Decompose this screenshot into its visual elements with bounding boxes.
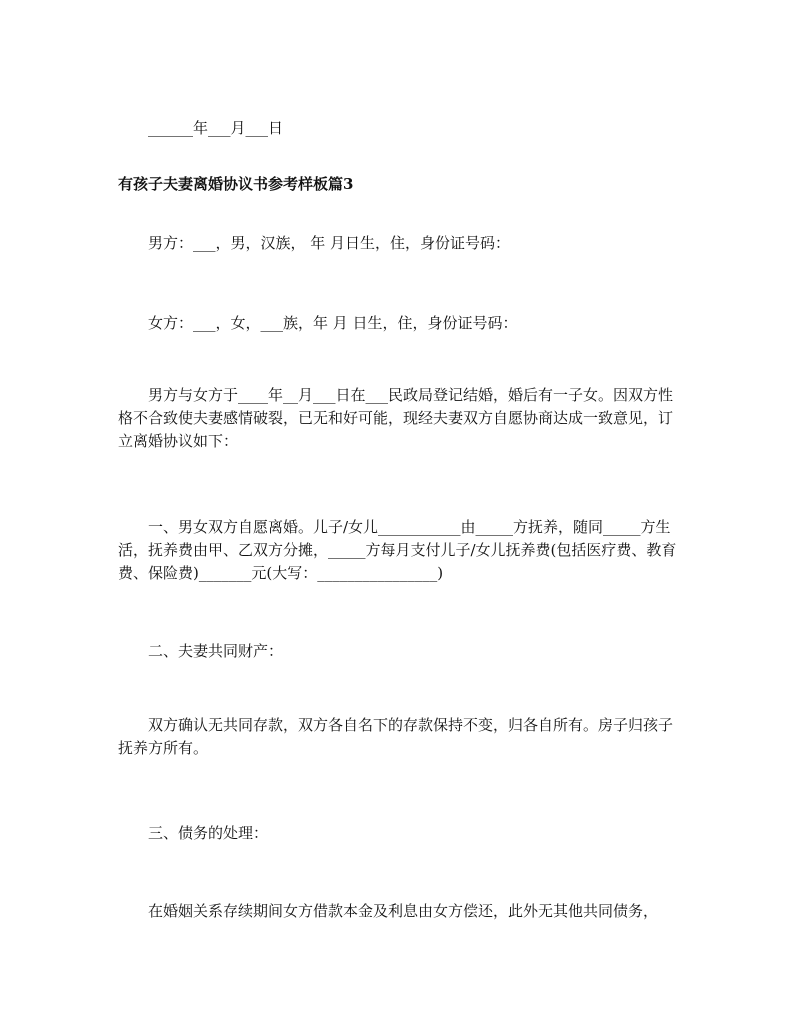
intro-paragraph: 男方与女方于____年__月___日在___民政局登记结婚，婚后有一子女。因双方性格不合致使夫妻感情破裂，已无和好可能，现经夫妻双方自愿协商达成一致意见，订立离婚协议如下： — [118, 386, 674, 450]
clause-2-body: 双方确认无共同存款，双方各自名下的存款保持不变，归各自所有。房子归孩子抚养方所有。 — [118, 716, 674, 757]
male-party-paragraph: 男方：___，男，汉族， 年 月日生，住，身份证号码： — [148, 234, 511, 252]
date-line: ______年___月___日 — [148, 119, 284, 137]
clause-1-paragraph: 一、男女双方自愿离婚。儿子/女儿___________由_____方抚养，随同_____方生活，抚养费由甲、乙双方分摊，_____方每月支付儿子/女儿抚养费(包括医疗费、教育费、保险费)_______元(大写：________________) — [118, 518, 677, 582]
clause-2-heading: 二、夫妻共同财产： — [148, 642, 284, 660]
section-title: 有孩子夫妻离婚协议书参考样板篇3 — [118, 175, 354, 193]
female-party-paragraph: 女方：___，女，___族，年 月 日生，住，身份证号码： — [148, 314, 518, 332]
clause-3-body: 在婚姻关系存续期间女方借款本金及利息由女方偿还，此外无其他共同债务， — [148, 902, 659, 920]
clause-3-heading: 三、债务的处理： — [148, 824, 269, 842]
